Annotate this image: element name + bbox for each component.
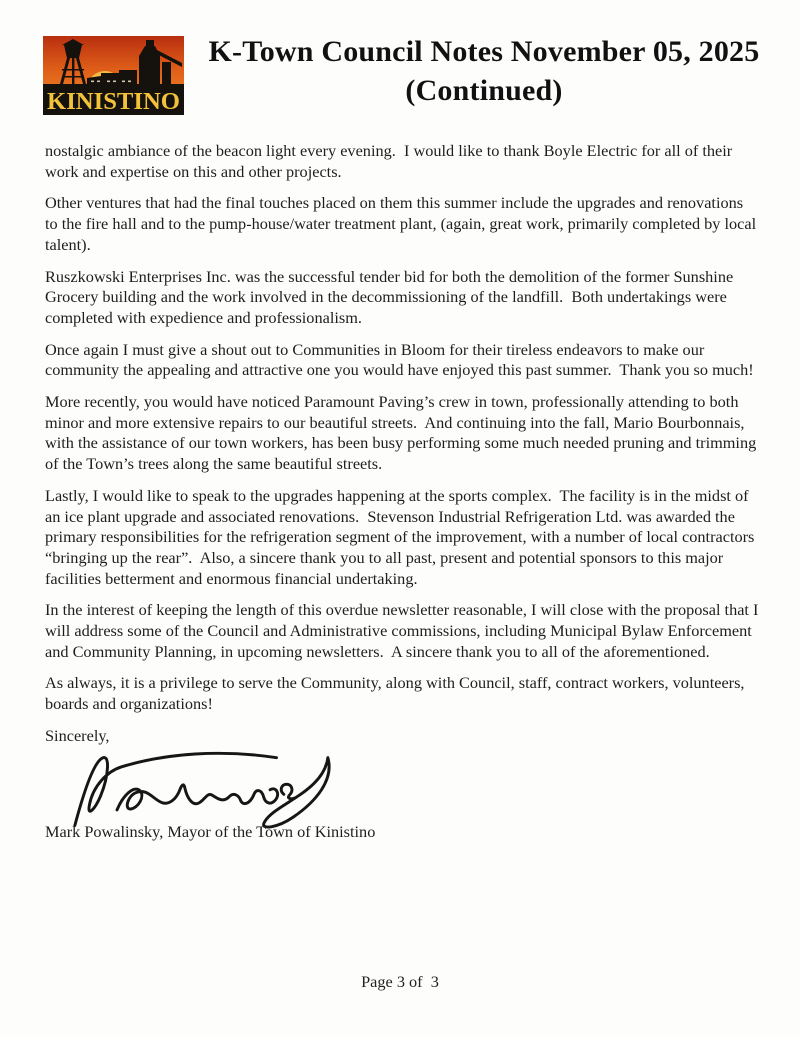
handwritten-signature (55, 743, 355, 831)
paragraph: Once again I must give a shout out to Communities in Bloom for their tireless endeavors to make our community the appealing and attractive one you would have enjoyed this past summer. Thank you so much! (45, 339, 754, 380)
paragraph: nostalgic ambiance of the beacon light every evening. I would like to thank Boyle Electric for all of their work and expertise on this and other projects. (45, 141, 737, 181)
letter-body (45, 141, 763, 853)
paragraph: More recently, you would have noticed Paramount Paving’s crew in town, professionally attending to both minor and more extensive repairs to our beautiful streets. And continuing into the fall, Mario Bourbonnais, with the assistance of our town workers, has been busy performing some much needed pruning and trimming of the Town’s trees along the same beautiful streets. (45, 392, 761, 474)
paragraph: Lastly, I would like to speak to the upgrades happening at the sports complex. The facility is in the midst of an ice plant upgrade and associated renovations. Stevenson Industrial Refrigeration Ltd. was awarded the primary responsibilities for the refrigeration segment of the improvement, with a number of local contractors “bringing up the rear”. Also, a sincere thank you to all past, present and potential sponsors to this major facilities betterment and enormous financial undertaking. (45, 485, 759, 588)
kinistino-town-logo (43, 36, 184, 115)
paragraph: In the interest of keeping the length of this overdue newsletter reasonable, I will close with the proposal that I will address some of the Council and Administrative commissions, including Municipal Bylaw Enforcement and Community Planning, in upcoming newsletters. A sincere thank you to all of the aforementioned. (45, 600, 763, 661)
page-number: Page 3 of 3 (361, 972, 439, 991)
paragraph: Other ventures that had the final touches placed on them this summer include the upgrades and renovations to the fire hall and to the pump-house/water treatment plant, (again, great work, primarily completed by local talent). (45, 193, 761, 254)
sunset-town-silhouette-icon (43, 36, 184, 115)
paragraph: Ruszkowski Enterprises Inc. was the successful tender bid for both the demolition of the former Sunshine Grocery building and the work involved in the decommissioning of the landfill. Both undertakings were completed with expedience and professionalism. (45, 266, 738, 327)
signer-name-line: Mark Powalinsky, Mayor of the Town of Kinistino (45, 821, 376, 841)
title-line-1: K-Town Council Notes November 05, 2025 (208, 35, 760, 68)
title-line-2: (Continued) (405, 74, 563, 107)
document-title (188, 32, 780, 110)
logo-wordmark: KINISTINO (47, 89, 180, 115)
paragraph: As always, it is a privilege to serve the Community, along with Council, staff, contract workers, volunteers, boards and organizations! (45, 673, 749, 714)
salutation: Sincerely, (45, 725, 110, 745)
closing-block (45, 726, 759, 842)
